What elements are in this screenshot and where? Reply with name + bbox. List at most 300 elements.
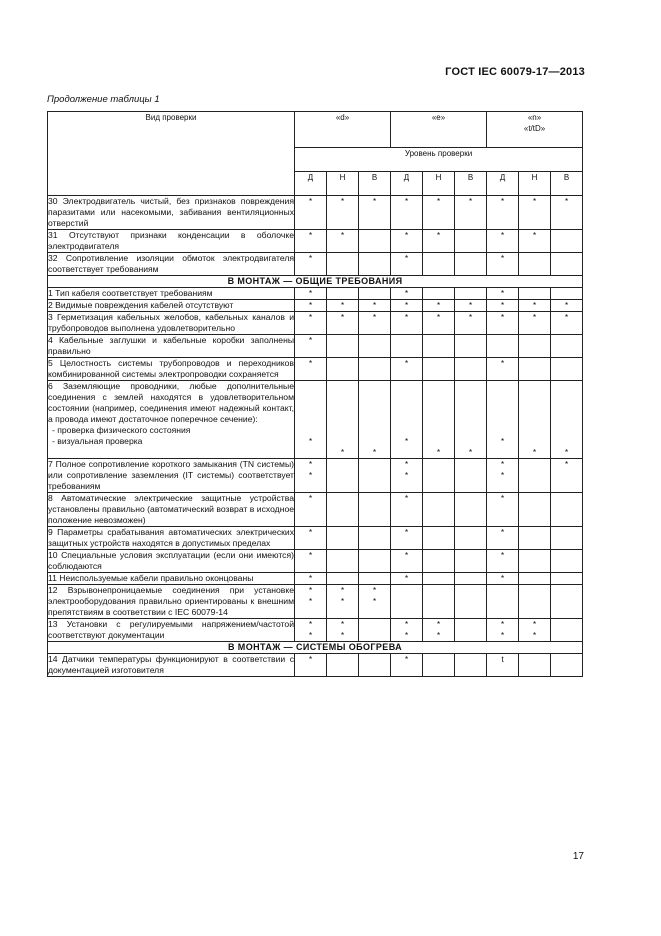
mark: * (308, 253, 313, 263)
mark: * (404, 654, 409, 664)
check-description (48, 300, 295, 312)
mark-cell (519, 527, 551, 550)
mark-cell (455, 381, 487, 459)
mark-cell (487, 196, 519, 230)
check-description (48, 312, 295, 335)
mark: * (404, 459, 409, 469)
mark-cell (551, 585, 583, 619)
mark (455, 392, 486, 403)
check-description (48, 459, 295, 493)
check-text: 31 Отсутствуют признаки конденсации в оболочке электродвигателя (48, 230, 294, 251)
mark: * (308, 358, 313, 368)
mark-cell (487, 381, 519, 459)
mark-cell (551, 358, 583, 381)
check-text: 32 Сопротивление изоляции обмоток электродвигателя соответствует требованиям (48, 253, 294, 274)
mark-cell (391, 550, 423, 573)
mark-cell (391, 335, 423, 358)
table-row (48, 585, 583, 619)
mark: * (340, 196, 345, 206)
mark-cell (551, 288, 583, 300)
check-text: 8 Автоматические электрические защитные устройства установлены правильно (автоматический возврат в исходное положение невозможен) (48, 493, 294, 525)
check-text: 6 Заземляющие проводники, любые дополнительные соединения с землей находятся в удовлетворительном состоянии (например, соединения имеют надежный контакт, а провода имеют достаточное поперечное сечение): (48, 381, 294, 424)
mark: * (308, 550, 313, 560)
mark-cell (295, 550, 327, 573)
mark: * (436, 312, 441, 322)
check-text: 1 Тип кабеля соответствует требованиям (48, 288, 213, 298)
mark (519, 436, 550, 447)
mark (327, 414, 358, 425)
mark-cell (455, 493, 487, 527)
mark-cell (391, 312, 423, 335)
mark-cell (487, 493, 519, 527)
level-cell: Н (519, 172, 551, 196)
mark-cell (487, 654, 519, 677)
mark-cell (423, 312, 455, 335)
mark-cell (455, 358, 487, 381)
mark-cell (359, 619, 391, 642)
mark-cell (359, 253, 391, 276)
mark: * (500, 459, 505, 469)
mark: * (500, 196, 505, 206)
mark-cell (519, 493, 551, 527)
mark-cell (295, 358, 327, 381)
page-number: 17 (572, 851, 584, 862)
mark-cell (551, 459, 583, 493)
mark-cell (551, 550, 583, 573)
mark (455, 436, 486, 447)
mark-cell (551, 253, 583, 276)
mark (295, 381, 326, 392)
mark-cell (487, 527, 519, 550)
mark-cell (327, 358, 359, 381)
mark: * (404, 527, 409, 537)
check-description (48, 527, 295, 550)
mark: * (308, 288, 313, 298)
mark: * (500, 230, 505, 240)
mark-cell (391, 619, 423, 642)
mark (359, 403, 390, 414)
mark-cell (551, 300, 583, 312)
mark-cell (391, 493, 423, 527)
mark-cell (327, 550, 359, 573)
mark: * (500, 619, 505, 629)
mark: * (500, 527, 505, 537)
mark (551, 392, 582, 403)
mark (519, 425, 550, 436)
table-row (48, 253, 583, 276)
mark-cell (359, 381, 391, 459)
level-cell: Д (487, 172, 519, 196)
mark-cell (551, 654, 583, 677)
mark-cell (455, 253, 487, 276)
mark: * (500, 288, 505, 298)
check-text: 14 Датчики температуры функционируют в соответствии с документацией изготовителя (48, 654, 294, 675)
group-header-n (487, 112, 583, 148)
mark-cell (455, 300, 487, 312)
mark-cell (359, 288, 391, 300)
mark-cell (423, 358, 455, 381)
mark-cell (391, 381, 423, 459)
group-header-n-text (487, 112, 582, 134)
mark-cell (519, 585, 551, 619)
mark (487, 425, 518, 436)
mark: * (404, 630, 409, 640)
check-subitem: - визуальная проверка (52, 436, 143, 446)
check-description (48, 550, 295, 573)
mark-cell (295, 335, 327, 358)
mark-cell (551, 573, 583, 585)
mark (359, 381, 390, 392)
mark-cell (455, 288, 487, 300)
table-row (48, 230, 583, 253)
mark: * (532, 619, 537, 629)
mark-cell (551, 619, 583, 642)
mark-cell (519, 312, 551, 335)
table-row (48, 654, 583, 677)
mark (295, 392, 326, 403)
mark (455, 414, 486, 425)
mark-cell (487, 459, 519, 493)
mark: * (532, 196, 537, 206)
mark: * (532, 630, 537, 640)
mark: * (500, 630, 505, 640)
mark-cell (455, 459, 487, 493)
mark (391, 392, 422, 403)
mark (551, 403, 582, 414)
mark: * (404, 312, 409, 322)
mark: * (436, 630, 441, 640)
mark (551, 436, 582, 447)
mark-cell (519, 619, 551, 642)
group-header-line: «t/tD» (523, 124, 546, 133)
mark-cell (295, 312, 327, 335)
mark: * (468, 196, 473, 206)
mark (487, 414, 518, 425)
mark-cell (551, 196, 583, 230)
check-description (48, 585, 295, 619)
mark (423, 403, 454, 414)
mark-cell (327, 253, 359, 276)
check-text: 4 Кабельные заглушки и кабельные коробки заполнены правильно (48, 335, 294, 356)
mark-cell (423, 459, 455, 493)
mark-cell (487, 288, 519, 300)
standard-header: ГОСТ IEC 60079-17—2013 (445, 66, 585, 78)
mark: * (436, 230, 441, 240)
mark-cell (455, 654, 487, 677)
mark-cell (295, 381, 327, 459)
mark-cell (391, 230, 423, 253)
mark-cell (487, 358, 519, 381)
mark (295, 414, 326, 425)
check-text: 13 Установки с регулируемыми напряжением/частотой соответствуют документации (48, 619, 294, 640)
mark: * (308, 470, 313, 480)
check-description (48, 493, 295, 527)
mark (327, 381, 358, 392)
table-row (48, 550, 583, 573)
mark: * (372, 300, 377, 310)
mark-cell (295, 585, 327, 619)
mark-cell (423, 654, 455, 677)
mark-cell (423, 527, 455, 550)
mark: * (404, 436, 409, 446)
mark (487, 392, 518, 403)
mark: * (372, 596, 377, 606)
mark: * (340, 447, 345, 457)
mark-cell (327, 288, 359, 300)
group-header-e: «e» (391, 112, 487, 148)
mark (359, 436, 390, 447)
mark: * (500, 300, 505, 310)
mark (327, 403, 358, 414)
mark-cell (455, 335, 487, 358)
mark-cell (327, 573, 359, 585)
check-description (48, 196, 295, 230)
mark: * (500, 253, 505, 263)
mark: * (372, 196, 377, 206)
table-row (48, 288, 583, 300)
mark: * (308, 619, 313, 629)
mark: * (436, 619, 441, 629)
section-title: В МОНТАЖ — ОБЩИЕ ТРЕБОВАНИЯ (48, 276, 583, 288)
mark-cell (519, 459, 551, 493)
table-row (48, 381, 583, 459)
mark: * (500, 436, 505, 446)
mark: * (340, 585, 345, 595)
mark-cell (327, 381, 359, 459)
mark: * (308, 196, 313, 206)
mark (487, 381, 518, 392)
mark-cell (519, 335, 551, 358)
mark (487, 447, 518, 458)
mark: * (404, 619, 409, 629)
mark (295, 447, 326, 458)
mark (423, 436, 454, 447)
check-description (48, 335, 295, 358)
mark: * (500, 358, 505, 368)
section-title: В МОНТАЖ — СИСТЕМЫ ОБОГРЕВА (48, 642, 583, 654)
level-cell: В (455, 172, 487, 196)
mark-cell (359, 300, 391, 312)
mark-cell (391, 300, 423, 312)
mark-cell (295, 654, 327, 677)
mark-cell (487, 253, 519, 276)
mark: * (308, 654, 313, 664)
mark (519, 403, 550, 414)
mark: * (308, 527, 313, 537)
mark-cell (423, 300, 455, 312)
mark-cell (455, 550, 487, 573)
mark (519, 392, 550, 403)
mark-cell (327, 619, 359, 642)
mark-cell (327, 459, 359, 493)
check-description (48, 288, 295, 300)
column-header-check-type: Вид проверки (48, 112, 295, 196)
mark (455, 425, 486, 436)
check-text: 30 Электродвигатель чистый, без признаков повреждения паразитами или насекомыми, забивания вентиляционных отверстий (48, 196, 294, 228)
group-header-line: «n» (527, 113, 542, 122)
mark (295, 403, 326, 414)
mark-cell (391, 358, 423, 381)
check-text: 12 Взрывонепроницаемые соединения при установке электрооборудования правильно ориентированы к внешним препятствиям в соответствии с IEC 60079-14 (48, 585, 294, 617)
mark (423, 414, 454, 425)
mark-cell (359, 550, 391, 573)
mark-cell (487, 585, 519, 619)
mark: * (500, 550, 505, 560)
section-row (48, 642, 583, 654)
mark-cell (455, 196, 487, 230)
mark-cell (519, 654, 551, 677)
mark (551, 425, 582, 436)
mark-cell (519, 230, 551, 253)
table-row (48, 196, 583, 230)
mark-cell (487, 230, 519, 253)
mark-cell (359, 358, 391, 381)
mark-cell (551, 230, 583, 253)
mark (423, 392, 454, 403)
mark-cell (295, 288, 327, 300)
mark-cell (391, 527, 423, 550)
mark: * (532, 312, 537, 322)
mark: * (404, 573, 409, 583)
mark: * (308, 573, 313, 583)
check-description (48, 619, 295, 642)
mark-cell (391, 573, 423, 585)
mark: * (468, 447, 473, 457)
mark-cell (295, 459, 327, 493)
mark-cell (295, 573, 327, 585)
mark (295, 425, 326, 436)
mark (359, 425, 390, 436)
mark (391, 414, 422, 425)
table-row (48, 527, 583, 550)
table-row (48, 300, 583, 312)
mark: * (404, 230, 409, 240)
mark-cell (487, 573, 519, 585)
mark: * (308, 300, 313, 310)
mark-cell (295, 300, 327, 312)
mark-cell (519, 550, 551, 573)
mark: * (468, 300, 473, 310)
mark: * (500, 470, 505, 480)
mark: * (308, 596, 313, 606)
mark-cell (391, 654, 423, 677)
mark-cell (487, 300, 519, 312)
mark: * (404, 196, 409, 206)
mark (327, 425, 358, 436)
check-text: 11 Неиспользуемые кабели правильно оконцованы (48, 573, 254, 583)
mark-cell (519, 288, 551, 300)
check-text: 9 Параметры срабатывания автоматических электрических защитных устройств находятся в допустимых пределах (48, 527, 294, 548)
mark: * (532, 230, 537, 240)
mark-cell (359, 493, 391, 527)
mark-cell (327, 493, 359, 527)
mark-cell (295, 196, 327, 230)
mark-cell (359, 312, 391, 335)
mark-cell (359, 230, 391, 253)
mark-cell (359, 459, 391, 493)
mark-cell (359, 335, 391, 358)
mark: * (340, 596, 345, 606)
mark (391, 425, 422, 436)
mark-cell (391, 459, 423, 493)
mark-cell (359, 573, 391, 585)
mark-cell (551, 527, 583, 550)
mark-cell (455, 619, 487, 642)
mark: * (404, 253, 409, 263)
mark (391, 381, 422, 392)
mark-cell (295, 493, 327, 527)
mark-cell (519, 300, 551, 312)
mark-cell (423, 573, 455, 585)
mark-cell (519, 381, 551, 459)
mark: * (340, 619, 345, 629)
mark-cell (327, 196, 359, 230)
mark-cell (423, 493, 455, 527)
mark-cell (551, 312, 583, 335)
mark-cell (423, 381, 455, 459)
level-cell: В (359, 172, 391, 196)
mark (391, 447, 422, 458)
table-caption: Продолжение таблицы 1 (47, 94, 160, 105)
mark (423, 425, 454, 436)
table-row (48, 358, 583, 381)
mark-cell (519, 196, 551, 230)
mark: * (372, 447, 377, 457)
mark (327, 392, 358, 403)
mark: * (436, 447, 441, 457)
mark (423, 381, 454, 392)
mark (359, 392, 390, 403)
mark (359, 414, 390, 425)
mark: * (500, 493, 505, 503)
level-cell: Д (391, 172, 423, 196)
mark: * (372, 585, 377, 595)
check-description (48, 253, 295, 276)
mark: * (564, 196, 569, 206)
mark-cell (455, 527, 487, 550)
mark (327, 436, 358, 447)
mark-cell (487, 312, 519, 335)
mark-cell (327, 335, 359, 358)
mark: * (564, 447, 569, 457)
mark: * (340, 630, 345, 640)
mark: * (564, 459, 569, 469)
mark: * (372, 312, 377, 322)
mark-cell (359, 654, 391, 677)
mark: * (532, 447, 537, 457)
mark (455, 403, 486, 414)
mark-cell (487, 550, 519, 573)
mark-cell (359, 585, 391, 619)
mark-cell (295, 230, 327, 253)
mark (519, 414, 550, 425)
mark-cell (359, 196, 391, 230)
table-row (48, 312, 583, 335)
check-text: 7 Полное сопротивление короткого замыкания (TN системы) или сопротивление заземления (IT системы) соответствует требованиям (48, 459, 294, 491)
mark-cell (455, 585, 487, 619)
table-row (48, 459, 583, 493)
mark-cell (423, 230, 455, 253)
mark (519, 381, 550, 392)
mark: * (564, 312, 569, 322)
check-description (48, 573, 295, 585)
mark-cell (327, 585, 359, 619)
mark: * (308, 230, 313, 240)
mark-cell (551, 381, 583, 459)
table-row (48, 493, 583, 527)
mark (551, 381, 582, 392)
level-header: Уровень проверки (295, 148, 583, 172)
